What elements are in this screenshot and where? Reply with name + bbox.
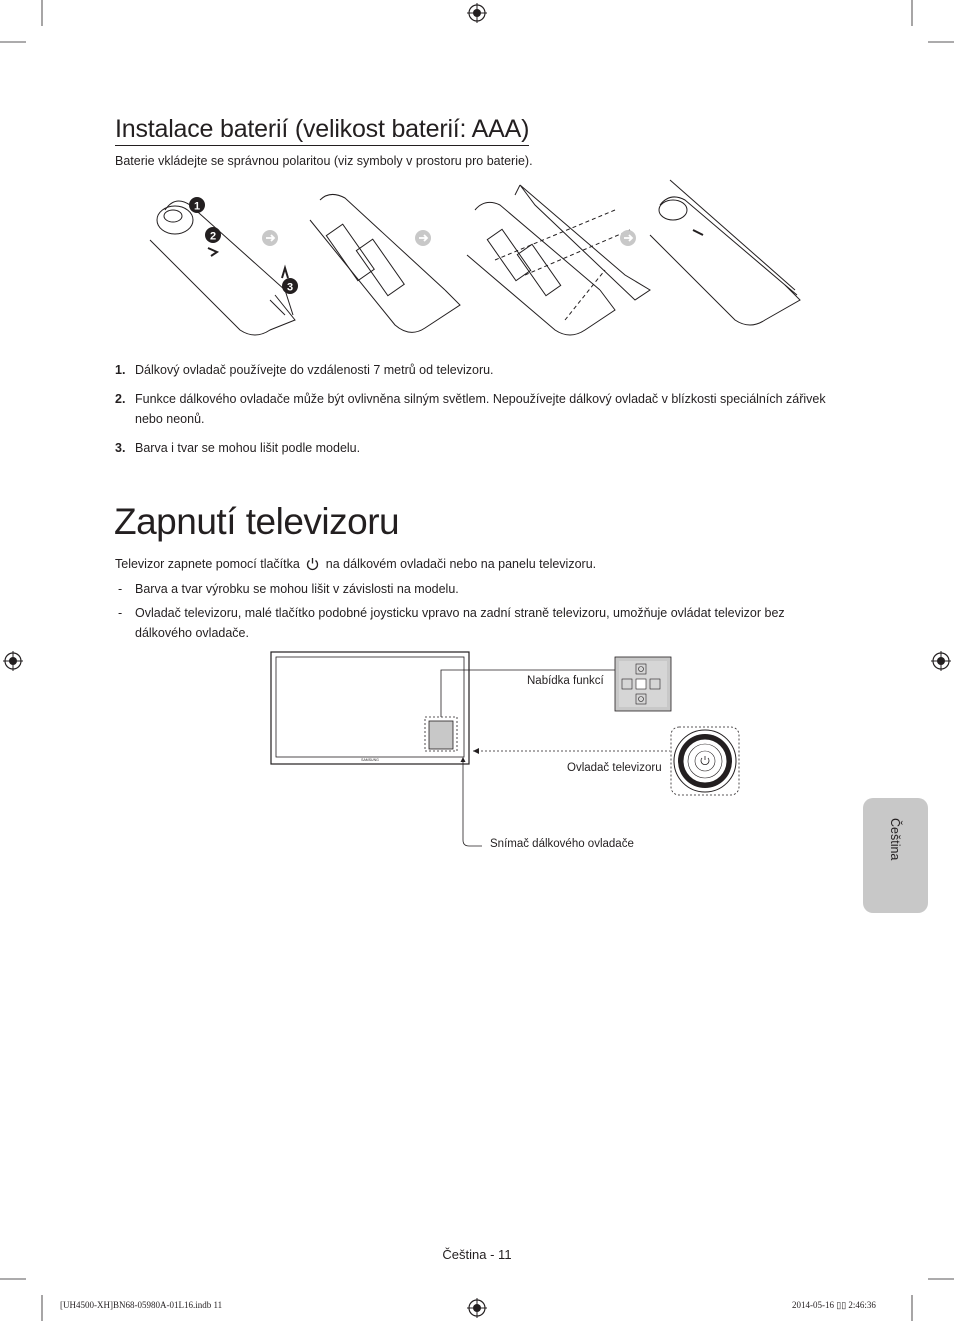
registration-mark-bottom — [467, 1298, 487, 1318]
registration-mark-left — [3, 651, 23, 671]
note-number: 3. — [115, 441, 126, 455]
bullet-item-1: - Barva a tvar výrobku se mohou lišit v závislosti na modelu. — [118, 582, 459, 596]
next-step-arrow-1 — [262, 230, 278, 246]
registration-mark-top — [467, 3, 487, 23]
step-marker-2: 2 — [209, 230, 217, 243]
label-function-menu: Nabídka funkcí — [527, 675, 604, 687]
battery-installation-illustration — [145, 180, 805, 340]
function-menu-graphic — [615, 657, 671, 711]
power-section-title: Zapnutí televizoru — [114, 501, 400, 542]
remote-step-3 — [467, 185, 650, 335]
print-info-right: 2014-05-16 ▯▯ 2:46:36 — [792, 1300, 876, 1310]
power-intro — [115, 555, 835, 574]
registration-mark-right — [931, 651, 951, 671]
label-remote-sensor: Snímač dálkového ovladače — [490, 838, 634, 850]
bullet-item-2: - Ovladač televizoru, malé tlačítko podobné joysticku vpravo na zadní straně televizoru, umožňuje ovládat televizor bez dálkového ovladače. — [118, 606, 785, 640]
print-info-left: [UH4500-XH]BN68-05980A-01L16.indb 11 — [60, 1300, 223, 1310]
language-side-tab — [863, 798, 928, 913]
note-item-1 — [115, 360, 845, 380]
bullet-text: Barva a tvar výrobku se mohou lišit v závislosti na modelu. — [135, 582, 459, 596]
next-step-arrow-2 — [415, 230, 431, 246]
tv-controller-graphic — [671, 727, 739, 795]
remote-step-2 — [310, 194, 460, 332]
language-side-tab-label: Čeština — [888, 818, 902, 861]
battery-section-title: Instalace baterií (velikost baterií: AAA) — [115, 114, 529, 146]
note-text: Funkce dálkového ovladače může být ovlivněna silným světlem. Nepoužívejte dálkový ovladač v blízkosti speciálních zářivek nebo neonů. — [135, 392, 826, 426]
power-intro-after: na dálkovém ovladači nebo na panelu televizoru. — [325, 557, 597, 571]
remote-step-1 — [150, 201, 295, 335]
note-number: 1. — [115, 363, 126, 377]
next-step-arrow-3 — [620, 230, 636, 246]
bullet-text: Ovladač televizoru, malé tlačítko podobné joysticku vpravo na zadní straně televizoru, umožňuje ovládat televizor bez dálkového ovladače. — [135, 606, 785, 640]
remote-step-4 — [650, 180, 800, 325]
power-intro-before: Televizor zapnete pomocí tlačítka — [115, 557, 300, 571]
page-footer: Čeština - 11 — [442, 1247, 512, 1262]
note-item-2 — [115, 389, 845, 429]
step-marker-3: 3 — [286, 281, 294, 294]
step-marker-1: 1 — [193, 200, 201, 213]
note-text: Barva i tvar se mohou lišit podle modelu. — [135, 441, 361, 455]
battery-intro: Baterie vkládejte se správnou polaritou (viz symboly v prostoru pro baterie). — [115, 154, 533, 168]
note-text: Dálkový ovladač používejte do vzdálenosti 7 metrů od televizoru. — [135, 363, 494, 377]
tv-brand: SAMSUNG — [361, 758, 379, 762]
note-number: 2. — [115, 392, 126, 406]
tv-diagram — [270, 650, 750, 850]
note-item-3 — [115, 438, 845, 458]
label-tv-controller: Ovladač televizoru — [567, 762, 662, 774]
power-icon — [306, 557, 319, 570]
